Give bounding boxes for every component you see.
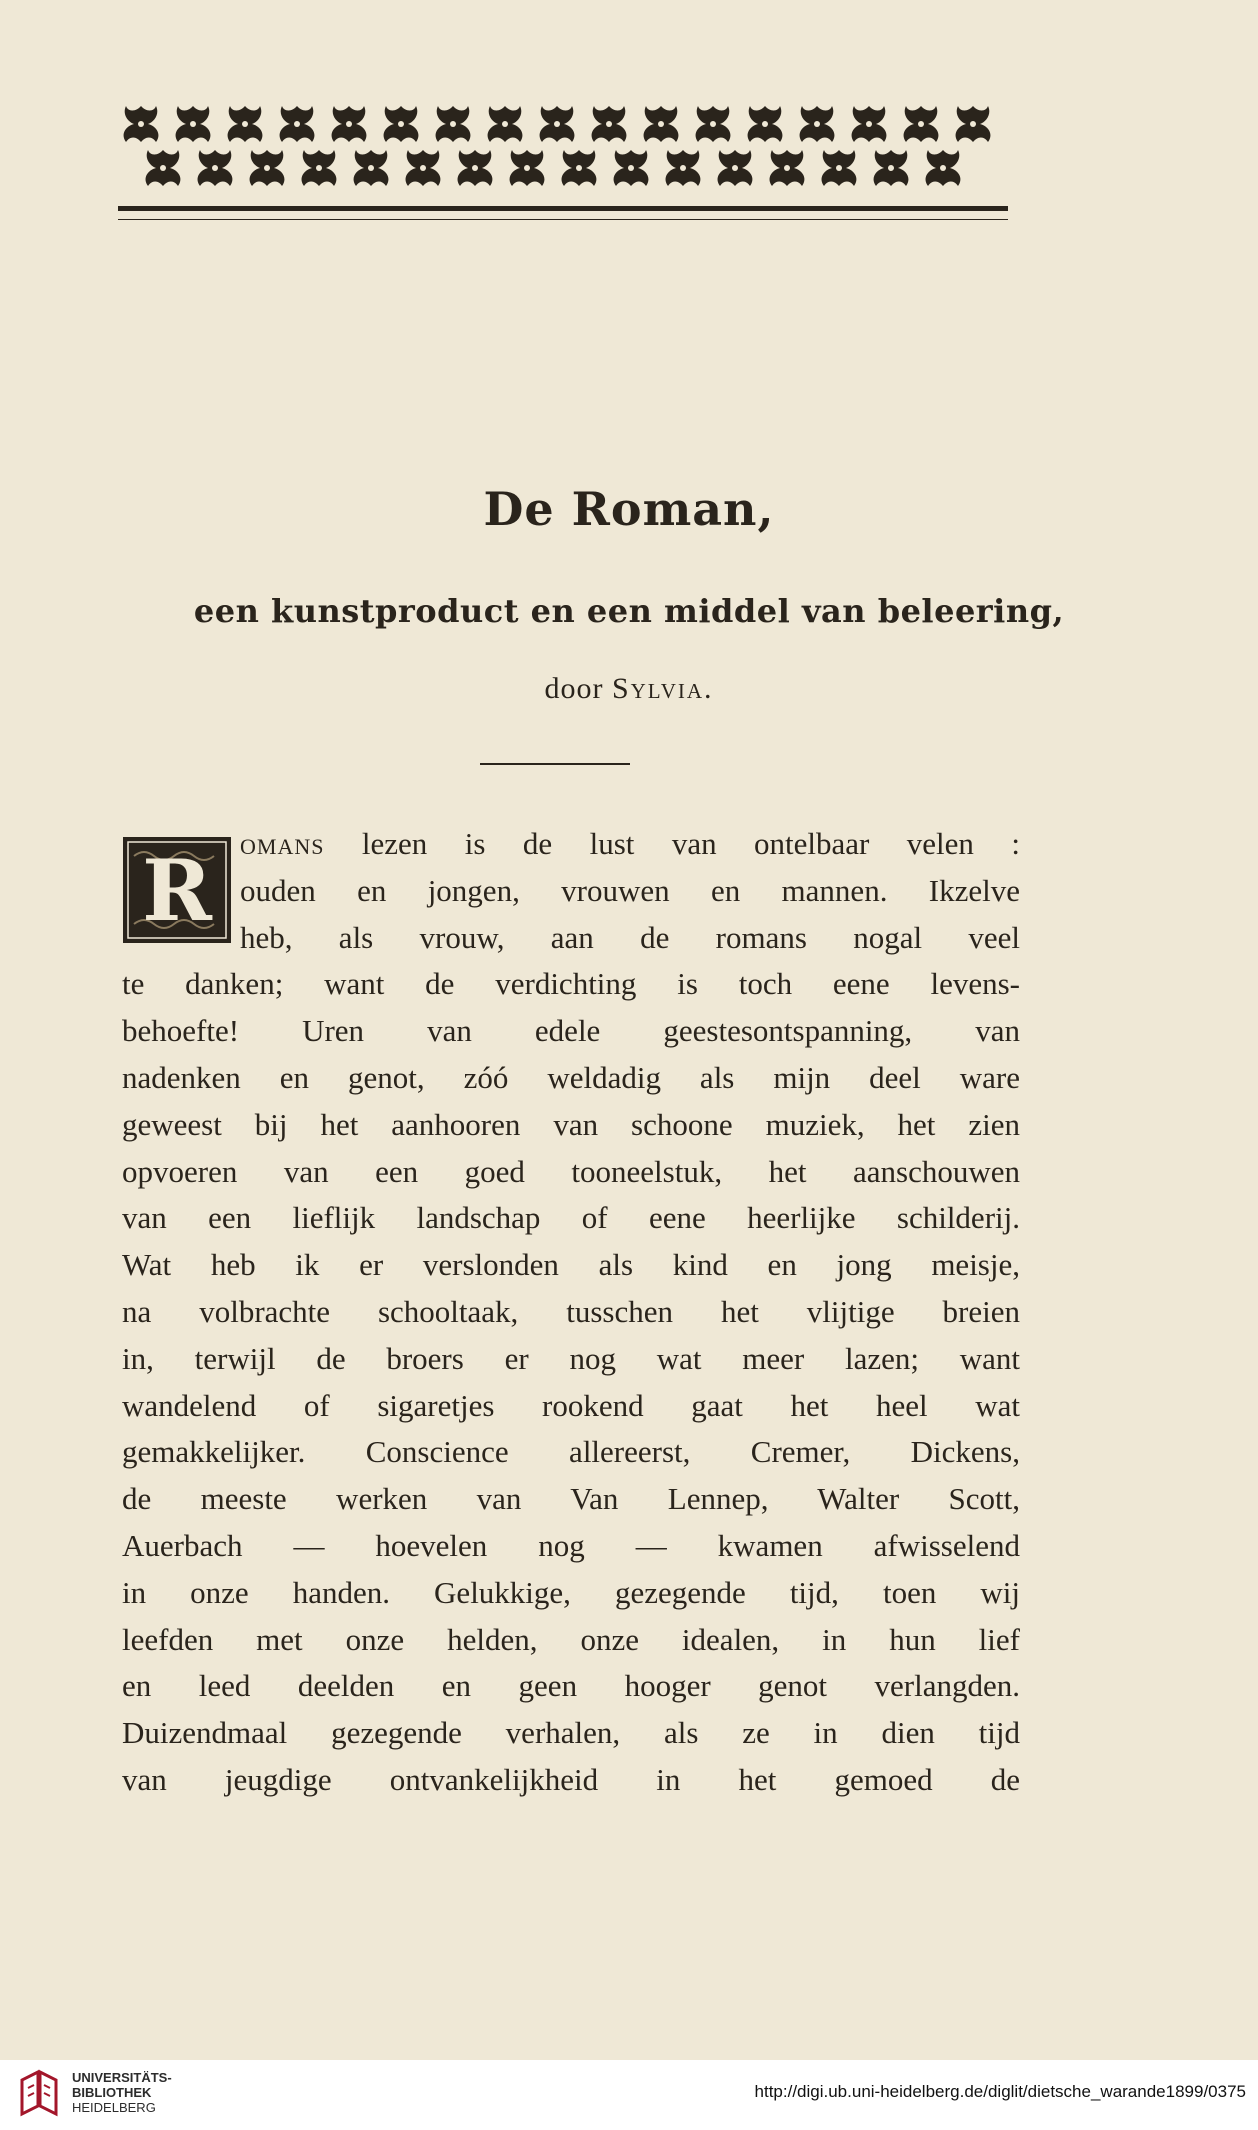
library-name (72, 2070, 172, 2115)
text-line: Wat heb ik er verslonden als kind en jong meisje, (122, 1247, 1020, 1283)
dropcap-letter: R (142, 841, 212, 940)
dropcap-continuation: omans (240, 826, 325, 861)
body-text (122, 821, 1020, 1804)
text-line: Auerbach — hoevelen nog — kwamen afwisselend (122, 1527, 1020, 1563)
text-line-content: lezen is de lust van ontelbaar velen : (324, 826, 1020, 861)
article-subtitle: een kunstproduct en een middel van beleering, (193, 592, 1065, 630)
library-name-line3: HEIDELBERG (72, 2100, 156, 2115)
text-line: Duizendmaal gezegende verhalen, als ze in dien tijd (122, 1715, 1020, 1751)
byline (0, 672, 1258, 706)
library-name-line2: BIBLIOTHEK (72, 2085, 152, 2100)
text-line: wandelend of sigaretjes rookend gaat het heel wat (122, 1387, 1020, 1423)
text-line: in, terwijl de broers er nog wat meer lazen; want (122, 1340, 1020, 1376)
header-rule (118, 206, 1008, 220)
text-line: ouden en jongen, vrouwen en mannen. Ikzelve (240, 872, 1020, 908)
text-line (122, 821, 1020, 868)
permalink-url[interactable]: http://digi.ub.uni-heidelberg.de/diglit/dietsche_warande1899/0375 (754, 2082, 1246, 2101)
text-line: in onze handen. Gelukkige, gezegende tijd, toen wij (122, 1574, 1020, 1610)
text-line: leefden met onze helden, onze idealen, in hun lief (122, 1621, 1020, 1657)
library-name-line1: UNIVERSITÄTS- (72, 2070, 172, 2085)
byline-prefix: door (544, 672, 604, 705)
ornamental-header-band (118, 98, 1008, 194)
text-line: na volbrachte schooltaak, tusschen het vlijtige breien (122, 1293, 1020, 1329)
text-line: heb, als vrouw, aan de romans nogal veel (240, 919, 1020, 955)
library-logo-icon (14, 2068, 64, 2120)
text-line: nadenken en genot, zóó weldadig als mijn deel ware (122, 1059, 1020, 1095)
text-line: te danken; want de verdichting is toch eene levens- (122, 966, 1020, 1002)
text-line: de meeste werken van Van Lennep, Walter Scott, (122, 1481, 1020, 1517)
text-line: en leed deelden en geen hooger genot verlangden. (122, 1668, 1020, 1704)
text-line: van jeugdige ontvankelijkheid in het gemoed de (122, 1761, 1020, 1797)
text-line: behoefte! Uren van edele geestesontspanning, van (122, 1013, 1020, 1049)
section-divider (480, 763, 630, 765)
byline-author: Sylvia. (611, 672, 714, 705)
article-title: De Roman, (483, 482, 775, 536)
text-line: gemakkelijker. Conscience allereerst, Cremer, Dickens, (122, 1434, 1020, 1470)
text-line: geweest bij het aanhooren van schoone muziek, het zien (122, 1106, 1020, 1142)
text-line: van een lieflijk landschap of eene heerlijke schilderij. (122, 1200, 1020, 1236)
text-line: opvoeren van een goed tooneelstuk, het aanschouwen (122, 1153, 1020, 1189)
